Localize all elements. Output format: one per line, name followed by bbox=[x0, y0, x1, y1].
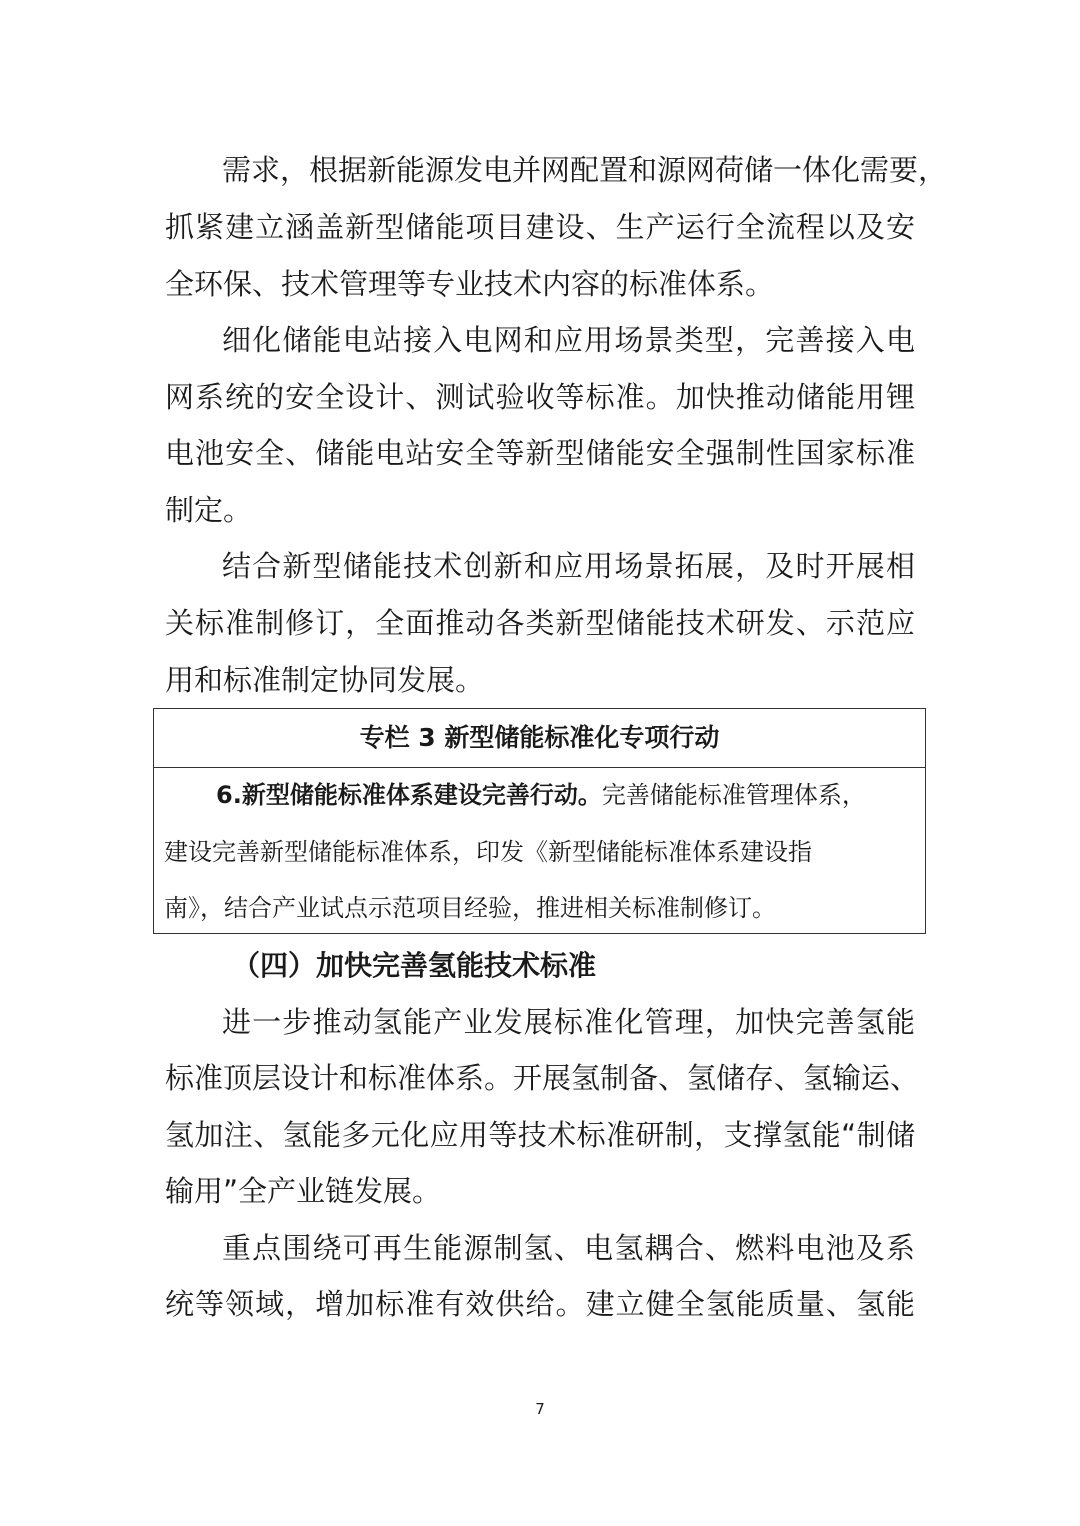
column-box-item-title: 6.新型储能标准体系建设完善行动。 bbox=[216, 781, 602, 809]
column-box-title: 专栏 3 新型储能标准化专项行动 bbox=[154, 709, 925, 768]
text-line: 需求，根据新能源发电并网配置和源网荷储一体化需要， bbox=[222, 153, 948, 187]
text-line: 进一步推动氢能产业发展标准化管理，加快完善氢能 bbox=[222, 1005, 915, 1039]
text-line: 结合新型储能技术创新和应用场景拓展，及时开展相 bbox=[222, 549, 915, 583]
text-line: 统等领域，增加标准有效供给。建立健全氢能质量、氢能 bbox=[165, 1287, 915, 1321]
column-box bbox=[153, 708, 926, 934]
text-line: 关标准制修订，全面推动各类新型储能技术研发、示范应 bbox=[165, 606, 915, 640]
page-number: 7 bbox=[535, 1400, 545, 1418]
section-heading: （四）加快完善氢能技术标准 bbox=[232, 949, 597, 982]
column-box-line bbox=[216, 779, 866, 811]
text-line: 细化储能电站接入电网和应用场景类型，完善接入电 bbox=[222, 323, 915, 357]
text-line: 网系统的安全设计、测试验收等标准。加快推动储能用锂 bbox=[165, 380, 915, 414]
column-box-line: 建设完善新型储能标准体系，印发《新型储能标准体系建设指 bbox=[164, 838, 812, 866]
text-line: 制定。 bbox=[165, 493, 253, 527]
text-line: 用和标准制定协同发展。 bbox=[165, 663, 485, 697]
column-box-text: 完善储能标准管理体系， bbox=[601, 781, 866, 809]
text-line: 抓紧建立涵盖新型储能项目建设、生产运行全流程以及安 bbox=[165, 210, 915, 244]
text-line: 输用”全产业链发展。 bbox=[165, 1174, 442, 1208]
text-line: 标准顶层设计和标准体系。开展氢制备、氢储存、氢输运、 bbox=[165, 1061, 920, 1095]
text-line: 电池安全、储能电站安全等新型储能安全强制性国家标准 bbox=[165, 436, 915, 470]
text-line: 重点围绕可再生能源制氢、电氢耦合、燃料电池及系 bbox=[222, 1231, 915, 1265]
text-line: 氢加注、氢能多元化应用等技术标准研制，支撑氢能“制储 bbox=[165, 1118, 915, 1152]
text-line: 全环保、技术管理等专业技术内容的标准体系。 bbox=[165, 267, 775, 301]
column-box-line: 南》，结合产业试点示范项目经验，推进相关标准制修订。 bbox=[164, 894, 776, 922]
